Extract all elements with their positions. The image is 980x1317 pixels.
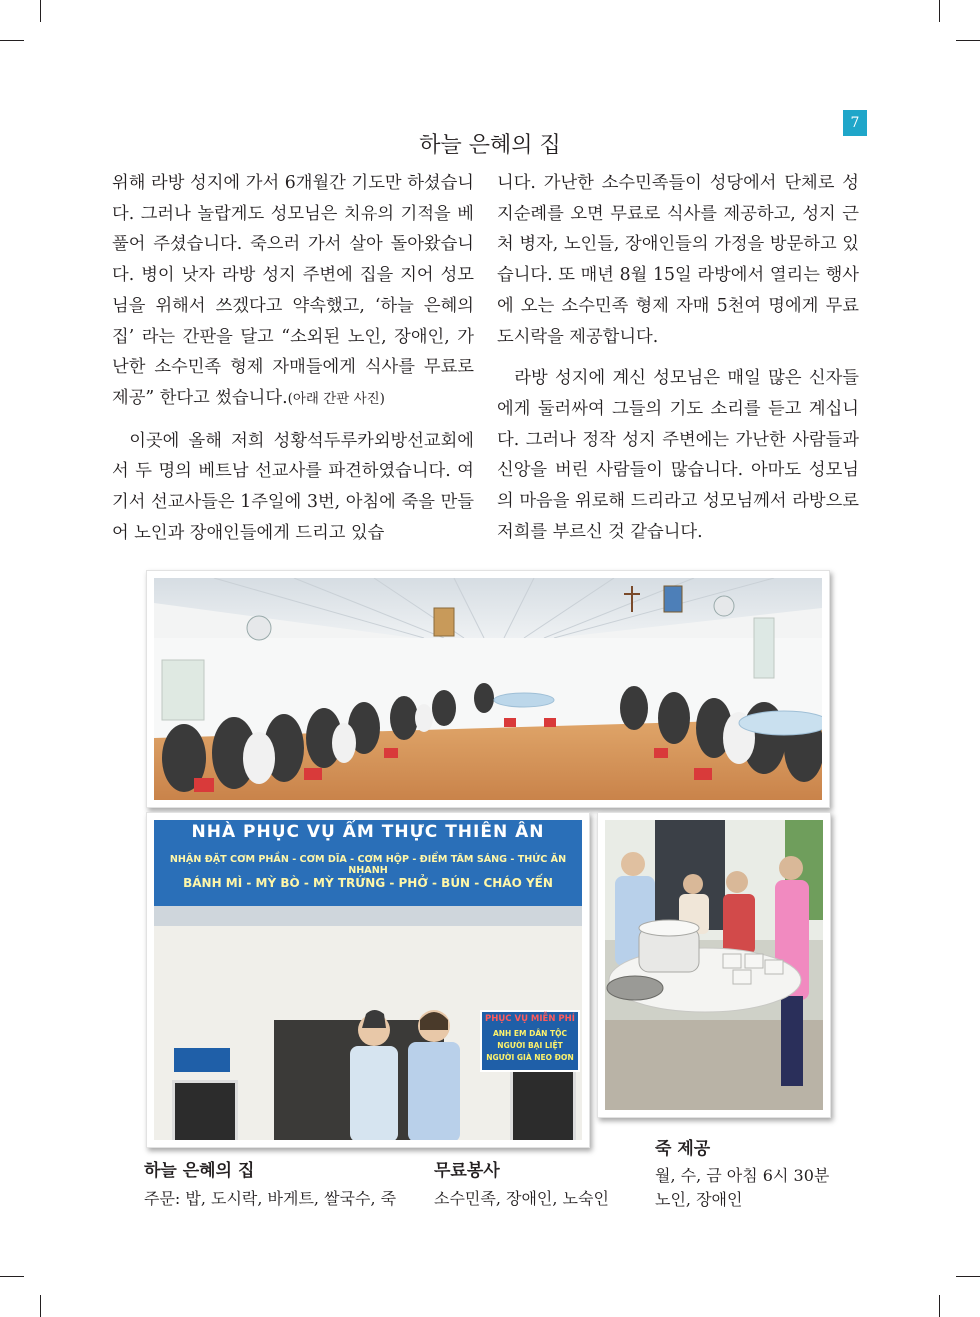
sign-line: PHỤC VỤ MIỄN PHÍ	[485, 1014, 575, 1024]
missionaries-figures	[334, 1008, 484, 1140]
porridge-caption-line: 노인, 장애인	[655, 1190, 743, 1209]
window	[172, 1080, 238, 1140]
sign-line: ANH EM DÂN TỘC	[492, 1029, 568, 1038]
storefront-image	[154, 820, 582, 1140]
restaurant-sign	[154, 820, 582, 906]
paragraph	[112, 168, 474, 415]
paragraph-text: 위해 라방 성지에 가서 6개월간 기도만 하셨습니다. 그러나 놀랍게도 성모님은 치유의 기적을 베풀어 주셨습니다. 죽으러 가서 살아 돌아왔습니다. 병이 낫자 라방 성지 주변에 집을 지어 성모님을 위해서 쓰겠다고 약속했고, ‘하늘 은혜의 집’ 라는 간판을 달고 “소외된 노인, 장애인, 가난한 소수민족 형제 자매들에게 식사를 무료로 제공” 한다고 썼습니다.	[112, 173, 474, 408]
dining-hall-image	[154, 578, 822, 800]
porridge-caption-title: 죽 제공	[655, 1139, 711, 1159]
paragraph: 라방 성지에 계신 성모님은 매일 많은 신자들에게 둘러싸여 그들의 기도 소리를 듣고 계십니다. 그러나 정작 성지 주변에는 가난한 사람들과 신앙을 버린 사람들이 많습니다. 아마도 성모님의 마음을 위로해 드리라고 성모님께서 라방으로 저희를 부르신 것 같습니다.	[497, 368, 859, 542]
crop-mark	[40, 0, 41, 22]
page-number: 7	[843, 110, 867, 136]
house-caption-text: 주문: 밥, 도시락, 바게트, 쌀국수, 죽	[144, 1189, 397, 1208]
sign-line: BÁNH MÌ - MỲ BÒ - MỲ TRỨNG - PHỞ - BÚN - CHÁO YẾN	[183, 876, 553, 890]
sign-line: NGƯỜI BẠI LIỆT	[497, 1041, 563, 1050]
right-column	[497, 168, 859, 547]
left-column	[112, 168, 474, 548]
crop-mark	[40, 1295, 41, 1317]
paragraph: 니다. 가난한 소수민족들이 성당에서 단체로 성지순례를 오면 무료로 식사를 제공하고, 성지 근처 병자, 노인들, 장애인들의 가정을 방문하고 있습니다. 또 매년 8월 15일 라방에서 열리는 행사에 오는 소수민족 형제 자매 5천여 명에게 무료 도시락을 제공합니다.	[497, 173, 859, 347]
crop-mark	[0, 1276, 24, 1277]
crop-mark	[956, 1276, 980, 1277]
crop-mark	[939, 1295, 940, 1317]
dining-hall-photo	[146, 570, 830, 808]
paragraph: 이곳에 올해 저희 성황석두루카외방선교회에서 두 명의 베트남 선교사를 파견하였습니다. 여기서 선교사들은 1주일에 3번, 아침에 죽을 만들어 노인과 장애인들에게 드리고 있습	[112, 430, 474, 543]
photo-note: (아래 간판 사진)	[287, 390, 385, 407]
crop-mark	[0, 40, 24, 41]
porridge-serving-image	[605, 820, 823, 1110]
house-caption-title: 하늘 은혜의 집	[144, 1161, 255, 1181]
sign-line: NHẬN ĐẶT CƠM PHẦN - CƠM DĨA - CƠM HỘP - ĐIỂM TÂM SÁNG - THỨC ĂN NHANH	[169, 854, 567, 876]
window	[510, 1068, 576, 1140]
roof-strip	[154, 906, 582, 926]
volunteer-caption-title: 무료봉사	[434, 1161, 500, 1181]
volunteer-caption-text: 소수민족, 장애인, 노숙인	[434, 1189, 609, 1208]
sign-line: NHÀ PHỤC VỤ ẨM THỰC THIÊN ÂN	[191, 822, 545, 842]
porridge-serving-photo	[597, 812, 831, 1118]
porridge-caption-line: 월, 수, 금 아침 6시 30분	[655, 1166, 830, 1185]
sign-line: NGƯỜI GIÀ NEO ĐƠN	[486, 1053, 574, 1062]
dining-hall-illustration	[154, 578, 822, 800]
storefront-photo	[146, 812, 590, 1148]
small-sign	[174, 1048, 230, 1072]
crop-mark	[956, 40, 980, 41]
free-service-sign	[480, 1010, 580, 1072]
porridge-serving-illustration	[605, 820, 823, 1110]
crop-mark	[939, 0, 940, 22]
page-title: 하늘 은혜의 집	[419, 133, 561, 158]
